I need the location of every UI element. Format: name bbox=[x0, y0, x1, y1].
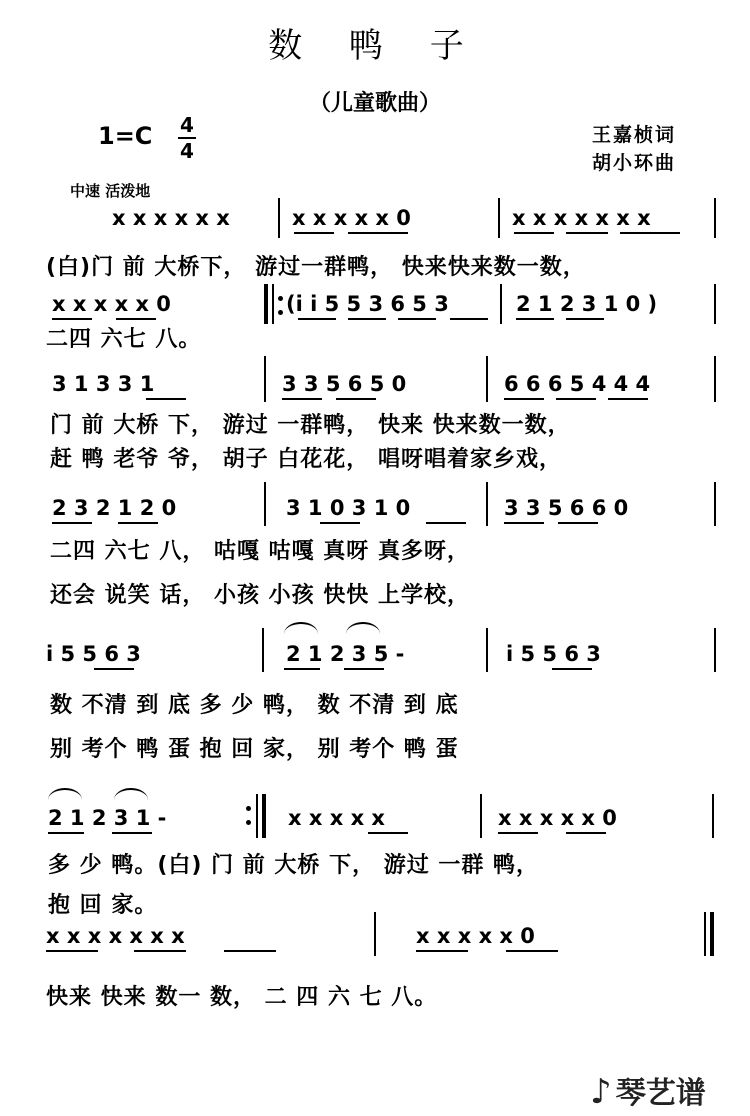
measure-notes: x x x x x x x bbox=[46, 924, 185, 948]
interlude-notes-2: 2 1 2 3 1 0 ) bbox=[516, 292, 658, 316]
measure-2-notes: x x x x x 0 bbox=[292, 206, 411, 230]
time-signature bbox=[178, 114, 196, 162]
logo-text: 琴艺谱 bbox=[615, 1076, 706, 1111]
lyric-line: 二四 六七 八。 bbox=[46, 327, 202, 352]
lyric-verse-2: 赶 鸭 老爷 爷， 胡子 白花花， 唱呀唱着家乡戏， bbox=[50, 447, 562, 472]
lyric-verse-1: 二四 六七 八， 咕嘎 咕嘎 真呀 真多呀， bbox=[50, 539, 470, 564]
measure-notes: 3 1 0 3 1 0 bbox=[286, 496, 411, 520]
measure-notes: 3 3 5 6 6 0 bbox=[504, 496, 629, 520]
tempo-marking: 中速 活泼地 bbox=[70, 182, 151, 200]
interlude-notes: (i i 5 5 3 6 5 3 bbox=[286, 292, 449, 316]
measure-1-notes: x x x x x x bbox=[112, 206, 230, 230]
measure-notes: 6 6 6 5 4 4 4 bbox=[504, 372, 651, 396]
lyric-verse-2: 还会 说笑 话， 小孩 小孩 快快 上学校， bbox=[50, 583, 470, 608]
composer: 胡小环曲 bbox=[592, 152, 677, 174]
site-logo bbox=[590, 1068, 706, 1112]
lyric-verse-2: 别 考个 鸭 蛋 抱 回 家， 别 考个 鸭 蛋 bbox=[50, 737, 459, 762]
measure-notes: 3 1 3 3 1 bbox=[52, 372, 155, 396]
time-bottom: 4 bbox=[180, 139, 194, 163]
measure-notes: 3 3 5 6 5 0 bbox=[282, 372, 407, 396]
measure-notes: i 5 5 6 3 bbox=[46, 642, 141, 666]
measure-notes: x x x x x 0 bbox=[416, 924, 535, 948]
lyric-verse-2: 抱 回 家。 bbox=[48, 893, 158, 918]
subtitle: （儿童歌曲） bbox=[308, 91, 441, 116]
lyric-line: 快来 快来 数一 数， 二 四 六 七 八。 bbox=[46, 985, 438, 1010]
measure-3-notes: x x x x x x x bbox=[512, 206, 651, 230]
measure-notes: x x x x x 0 bbox=[498, 806, 617, 830]
lyric-line: (白)门 前 大桥下， 游过一群鸭， 快来快来数一数， bbox=[46, 255, 586, 280]
measure-notes: i 5 5 6 3 bbox=[506, 642, 601, 666]
measure-notes: 2 1 2 3 1 - bbox=[48, 806, 167, 830]
measure-notes: 2 3 2 1 2 0 bbox=[52, 496, 177, 520]
measure-notes: x x x x x bbox=[288, 806, 385, 830]
key-signature: 1=C bbox=[98, 122, 153, 150]
music-note-icon: ♪ bbox=[590, 1072, 612, 1112]
measure-notes: x x x x x 0 bbox=[52, 292, 171, 316]
measure-notes: 2 1 2 3 5 - bbox=[286, 642, 405, 666]
lyric-verse-1: 数 不清 到 底 多 少 鸭， 数 不清 到 底 bbox=[50, 693, 459, 718]
lyric-verse-1: 多 少 鸭。(白) 门 前 大桥 下， 游过 一群 鸭， bbox=[48, 853, 540, 878]
lyricist: 王嘉桢词 bbox=[592, 124, 677, 146]
page-title: 数 鸭 子 bbox=[268, 26, 482, 66]
lyric-verse-1: 门 前 大桥 下， 游过 一群鸭， 快来 快来数一数， bbox=[50, 413, 571, 438]
time-top: 4 bbox=[180, 113, 194, 137]
